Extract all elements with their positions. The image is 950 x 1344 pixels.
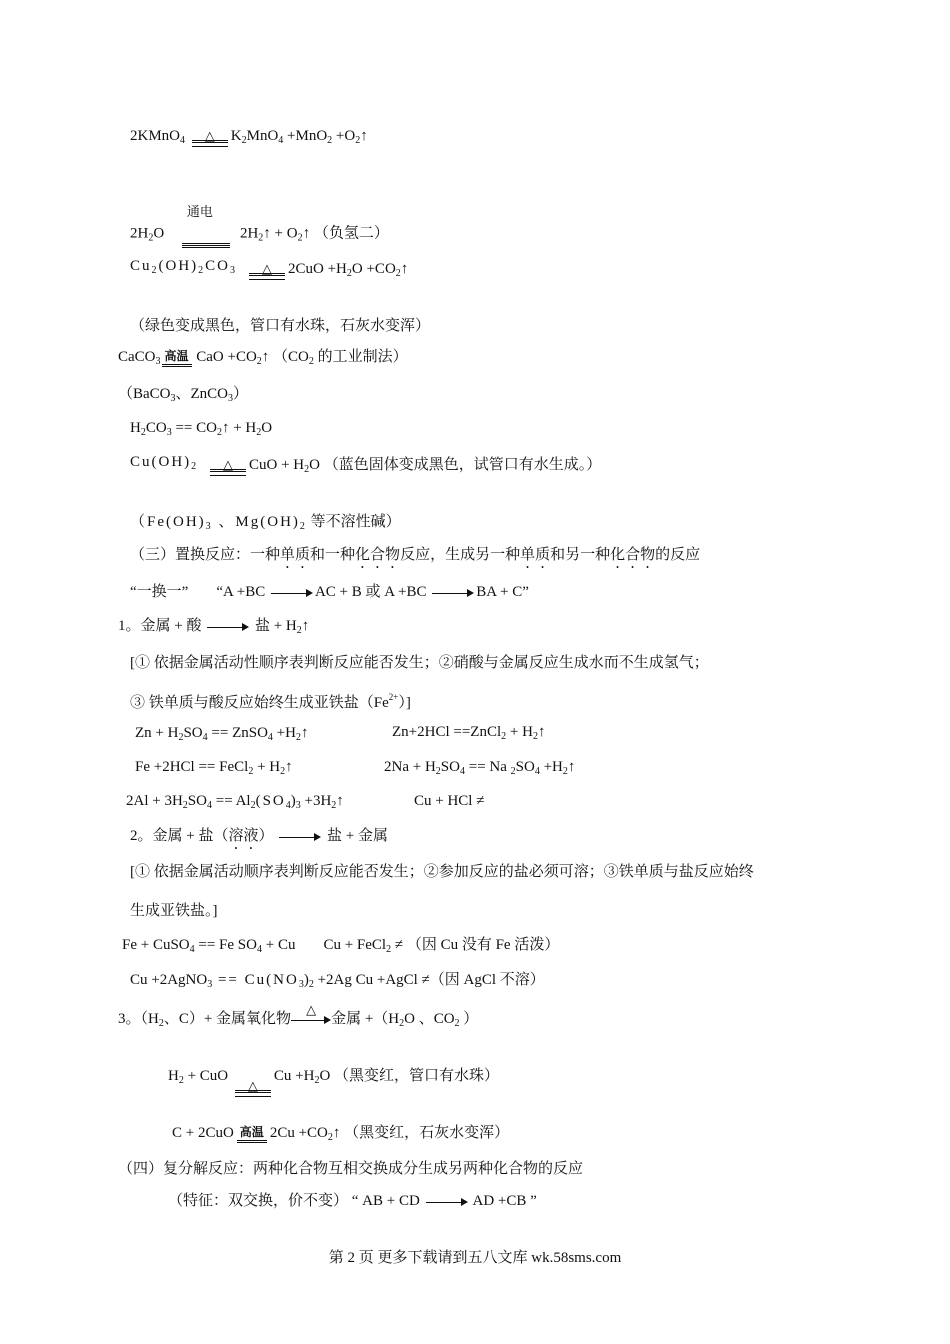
note-insoluble-bases: （$Fe(OH)_3$ 、$Mg(OH)_2$ 等不溶性碱） (130, 514, 401, 532)
item-1-note-1: [① 依据金属活动性顺序表判断反应能否发生；②硝酸与金属反应生成水而不生成氢气； (130, 655, 709, 671)
equation-zn-hcl: Zn+2HCl ==ZnCl$_2$ + $H_2↑$ (392, 724, 546, 742)
equation-al-h2so4: $2Al + 3H_2SO_4 == Al_2(SO_4)_3$ $+3H_2↑$ (126, 793, 344, 811)
equation-fe-hcl: Fe +2HCl == FeCl$_2$ + $H_2↑$ (135, 759, 293, 777)
note-green-to-black: （绿色变成黑色，管口有水珠，石灰水变浑） (130, 318, 431, 334)
heat-condition-icon: △ (210, 456, 246, 476)
equation-fe-cuso4: Fe + CuSO$_4$ == Fe $SO_4 + Cu$ Cu + FeCl$_2$ ≠ （因 Cu 没有 Fe 活泼） (122, 937, 560, 955)
heat-condition-icon: △ (235, 1077, 271, 1097)
item-2-note-1: [① 依据金属活动顺序表判断反应能否发生；②参加反应的盐必须可溶；③铁单质与盐反应始终 (130, 864, 754, 880)
item-2-metal-salt: 2。金属 + 盐（溶液） 盐 + 金属 (130, 828, 388, 844)
arrow-icon (271, 588, 313, 598)
arrow-icon (279, 832, 321, 842)
item-2-note-2: 生成亚铁盐。] (130, 903, 218, 919)
section-4-formula: （特征：双交换，价不变） “ AB + CD AD +CB ” (168, 1193, 537, 1209)
item-1-note-2: ③ 铁单质与酸反应始终生成亚铁盐$(Fe^{2+})$] (130, 692, 411, 711)
high-temp-condition-icon: 高温 (237, 1124, 267, 1144)
equation-zn-h2so4: $Zn + H_2SO_4$ == ZnSO$_4$ $+H_2↑$ (135, 725, 309, 743)
page-footer: 第 2 页 更多下载请到五八文库 wk.58sms.com (328, 1250, 622, 1266)
section-4-heading: （四）复分解反应：两种化合物互相交换成分生成另两种化合物的反应 (118, 1161, 584, 1177)
note-baco3-znco3: （BaCO$_3$、ZnCO$_3$） (118, 386, 249, 404)
equation-na-h2so4: $2Na + H_2SO_4 == Na$ $_2SO_4$ $+H_2↑$ (384, 759, 576, 777)
equation-cu-agno3: Cu +2AgNO$_3$ == $Cu(NO_3)_2 +2Ag$ Cu +AgCl ≠（因 AgCl 不溶） (130, 972, 545, 990)
equation-cu-hcl: Cu + HCl ≠ (414, 793, 485, 809)
up-arrow-icon: ↑ (360, 128, 368, 144)
arrow-icon (426, 1197, 468, 1207)
equation-c-cuo: C + 2CuO 高温 $2Cu +CO_2↑$ （黑变红，石灰水变浑） (172, 1124, 510, 1143)
reaction-kmno4-decomposition: 2KMnO$_4$ △ $K_2MnO_4 +MnO_2$ $+O_2↑$ (130, 127, 368, 146)
section-3-formula: “一换一” “A +BC AC + B 或 A +BC BA + C” (130, 584, 529, 600)
heat-arrow-icon: △ (291, 1015, 331, 1025)
electric-condition-icon: 通电 (182, 220, 230, 248)
equation-h2-cuo: $H_2$ + CuO △ $Cu +H_2O$ （黑变红，管口有水珠） (168, 1066, 499, 1091)
reaction-copper-hydroxide-products: △ CuO + $H_2O$ （蓝色固体变成黑色，试管口有水生成。） (207, 455, 601, 480)
item-1-metal-acid: 1。金属 + 酸 盐 + $H_2↑$ (118, 618, 310, 636)
arrow-icon (207, 622, 249, 632)
reaction-copper-hydroxide: $Cu(OH)_2$ (130, 454, 199, 472)
reaction-water-electrolysis: $2H_2O$ 通电 $2H_2↑$ + $O_2↑$ （负氢二） (130, 220, 389, 248)
arrow-icon (432, 588, 474, 598)
heat-condition-icon: △ (192, 127, 228, 147)
section-3-heading: （三）置换反应：一种单质和一种化合物反应，生成另一种单质和另一种化合物的反应 (130, 547, 701, 563)
high-temp-condition-icon: 高温 (162, 348, 192, 368)
reaction-carbonic-acid: $H_2CO_3$ == $CO_2↑ + H_2O$ (130, 420, 273, 438)
reaction-basic-copper-carbonate-products: △ $2CuO +H_2O$ $+CO_2↑$ (246, 259, 408, 284)
reaction-caco3-decomposition: CaCO$_3$ 高温 CaO $+CO_2↑$ （$CO_2$ 的工业制法） (118, 348, 408, 367)
reaction-basic-copper-carbonate: $Cu_2(OH)_2CO_3$ (130, 258, 238, 276)
heat-condition-icon: △ (249, 260, 285, 280)
item-3-reduction: 3。（$H_2$、C）+ 金属氧化物 △ 金属 $+(H_2O$ 、$CO_2$ ） (118, 1001, 479, 1029)
